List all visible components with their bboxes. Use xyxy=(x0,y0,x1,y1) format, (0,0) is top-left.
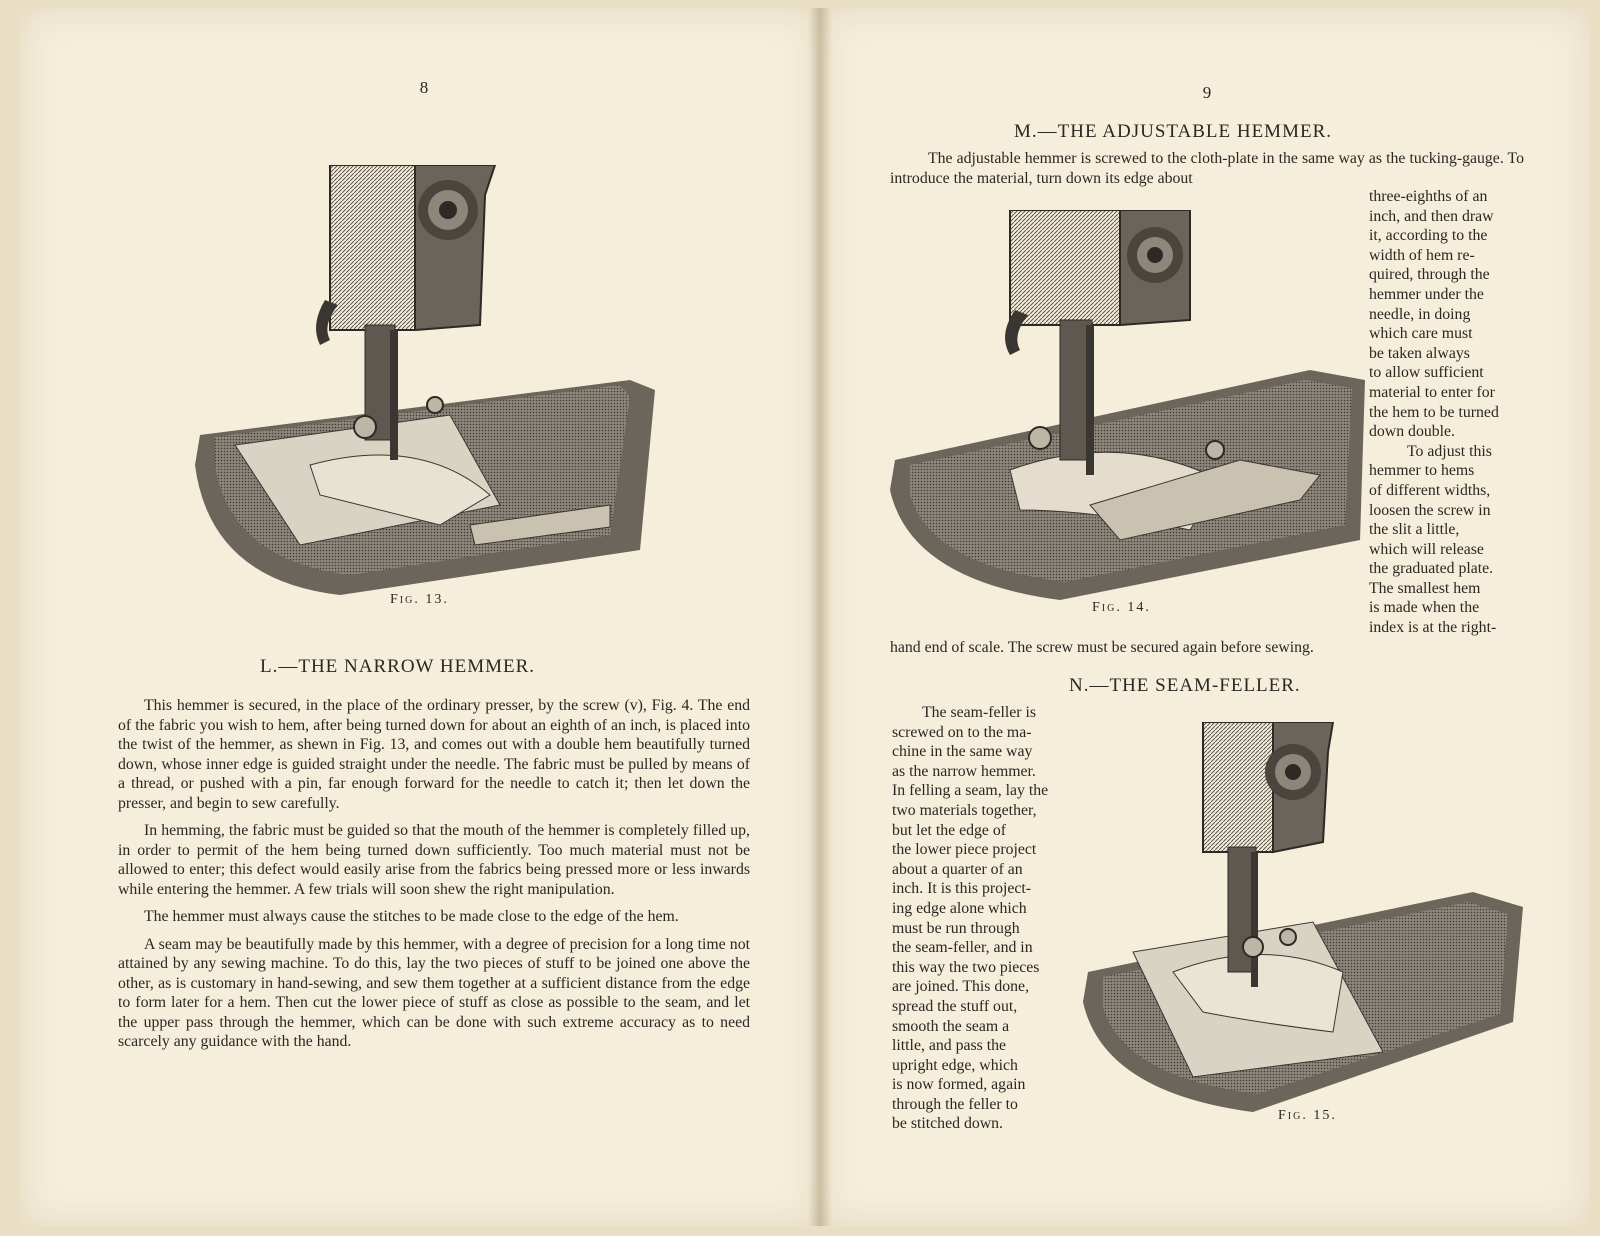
heading-seam-feller: N.—THE SEAM-FELLER. xyxy=(1069,675,1301,696)
text-line: screwed on to the ma- xyxy=(892,723,1032,741)
text-line: In felling a seam, lay the xyxy=(892,782,1049,800)
text-line: is now formed, again xyxy=(892,1076,1026,1094)
text-line: The seam-feller is xyxy=(922,704,1037,721)
text-line: the seam-feller, and in xyxy=(892,939,1033,957)
book-gutter xyxy=(808,8,832,1226)
text-line: inch. It is this project- xyxy=(892,880,1032,898)
text-line: material to enter for xyxy=(1369,383,1495,401)
text-line: as the narrow hemmer. xyxy=(892,762,1036,780)
text-line: width of hem re- xyxy=(1369,246,1475,264)
text-line: little, and pass the xyxy=(892,1037,1007,1055)
text-line: the hem to be turned xyxy=(1369,403,1499,421)
text-line: upright edge, which xyxy=(892,1056,1018,1074)
text-line: hemmer to hems xyxy=(1369,462,1475,480)
text-line: chine in the same way xyxy=(892,743,1033,761)
paragraph: In hemming, the fabric must be guided so that the mouth of the hemmer is completely filled up, in order to permit of the hem being turned down sufficiently. Too much material must not be allowed to enter; this defect would easily arise from the fabrics being pressed more or less inwards while entering the hemmer. A few trials will soon shew the right manipulation. xyxy=(118,822,750,898)
text-line: quired, through the xyxy=(1369,266,1490,284)
text-line: smooth the seam a xyxy=(892,1017,1010,1035)
figure-14-caption: Fig. 14. xyxy=(1092,600,1151,615)
paragraph: This hemmer is secured, in the place of the ordinary presser, by the screw (v), Fig. 4. The end of the fabric you wish to hem, after being turned down for about an eighth of an inch, is placed into the twist of the hemmer, as shewn in Fig. 13, and comes out with a double hem beautifully turned down, whose inner edge is guided straight under the needle. The fabric must be pulled by means of a thread, or pushed with a pin, far enough forward for the needle to catch it; then let down the presser, and begin to sew carefully. xyxy=(118,697,750,812)
text-line: spread the stuff out, xyxy=(892,997,1018,1015)
text-line: three-eighths of an xyxy=(1369,188,1488,205)
text-line: is made when the xyxy=(1369,599,1480,617)
text-line: to allow sufficient xyxy=(1369,364,1484,382)
text-line: the slit a little, xyxy=(1369,521,1460,539)
text-line: be taken always xyxy=(1369,344,1470,362)
adjustable-hemmer-tail: hand end of scale. The screw must be secured again before sewing. xyxy=(890,639,1314,656)
seam-feller-text xyxy=(892,703,1075,1134)
text-line: the graduated plate. xyxy=(1369,560,1494,578)
text-line: loosen the screw in xyxy=(1369,501,1491,519)
text-line: ing edge alone which xyxy=(892,899,1027,917)
text-line: must be run through xyxy=(892,919,1020,937)
text-line: it, according to the xyxy=(1369,227,1488,245)
text-line: which care must xyxy=(1369,325,1473,343)
text-line: The smallest hem xyxy=(1369,579,1481,597)
adjustable-hemmer-side-text xyxy=(1369,187,1525,638)
figure-13-sewing-machine-illustration xyxy=(190,165,670,605)
page-number-left: 8 xyxy=(419,78,429,97)
heading-narrow-hemmer: L.—THE NARROW HEMMER. xyxy=(260,656,536,677)
text-line: the lower piece project xyxy=(892,841,1037,859)
page-number-right: 9 xyxy=(1202,83,1212,102)
text-line: are joined. This done, xyxy=(892,978,1030,996)
text-line: be stitched down. xyxy=(892,1115,1003,1133)
text-line: hemmer under the xyxy=(1369,285,1484,303)
text-line: To adjust this xyxy=(1407,442,1492,460)
figure-13-caption: Fig. 13. xyxy=(390,592,449,607)
figure-15-caption: Fig. 15. xyxy=(1278,1108,1337,1123)
text-line: through the feller to xyxy=(892,1095,1018,1113)
text-line: about a quarter of an xyxy=(892,860,1023,878)
paragraph: A seam may be beautifully made by this hemmer, with a degree of precision for a long time not attained by any sewing machine. To do this, lay the two pieces of stuff to be joined one above the other, as is customary in hand-sewing, and sew them together at a sufficient distance from the edge to form later for a hem. Then cut the lower piece of stuff as close as possible to the seam, and let the upper pass through the hemmer, which can be done with such extreme accuracy as to need scarcely any guidance with the hand. xyxy=(118,935,750,1050)
text-line: index is at the right- xyxy=(1369,619,1497,637)
text-line: down double. xyxy=(1369,423,1455,441)
heading-adjustable-hemmer: M.—THE ADJUSTABLE HEMMER. xyxy=(1014,121,1332,142)
figure-15-sewing-machine-illustration xyxy=(1083,722,1528,1117)
text-line: of different widths, xyxy=(1369,481,1491,499)
text-line: which will release xyxy=(1369,540,1484,558)
text-line: inch, and then draw xyxy=(1369,207,1494,225)
text-line: needle, in doing xyxy=(1369,305,1471,323)
adjustable-hemmer-intro: The adjustable hemmer is screwed to the cloth-plate in the same way as the tucking-gauge. To introduce the material, turn down its edge about xyxy=(890,150,1524,187)
figure-14-sewing-machine-illustration xyxy=(890,210,1370,605)
text-line: this way the two pieces xyxy=(892,958,1040,976)
text-line: two materials together, xyxy=(892,801,1037,819)
paragraph: The hemmer must always cause the stitches to be made close to the edge of the hem. xyxy=(144,908,679,925)
text-line: but let the edge of xyxy=(892,821,1007,839)
narrow-hemmer-body xyxy=(118,696,750,1060)
